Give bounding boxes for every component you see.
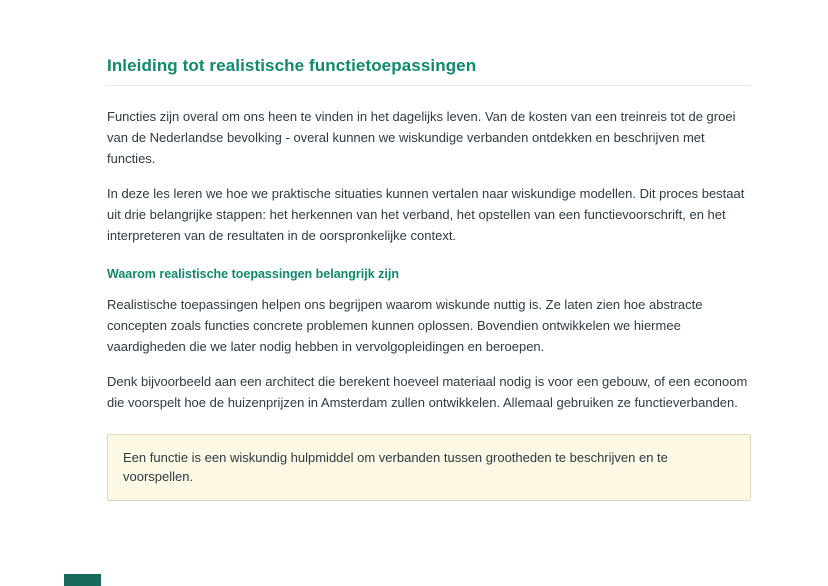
- section-subheading: Waarom realistische toepassingen belangrijk zijn: [107, 267, 399, 282]
- body-paragraph-1: Realistische toepassingen helpen ons begrijpen waarom wiskunde nuttig is. Ze laten zien hoe abstracte concepten zoals functies concrete problemen kunnen oplossen. Bovendien ontwikkelen we hiermee vaardigheden die we later nodig hebben in vervolgopleidingen en beroepen.: [107, 297, 703, 355]
- title-divider: [107, 85, 751, 86]
- lesson-content: [107, 56, 751, 501]
- footer-accent-bar: [64, 574, 101, 586]
- body-paragraph-2: Denk bijvoorbeeld aan een architect die berekent hoeveel materiaal nodig is voor een gebouw, of een econoom die voorspelt hoe de huizenprijzen in Amsterdam zullen ontwikkelen. Allemaal gebruiken ze functieverbanden.: [107, 374, 748, 411]
- definition-callout-text: Een functie is een wiskundig hulpmiddel om verbanden tussen grootheden te beschrijven en te voorspellen.: [123, 449, 668, 485]
- intro-paragraph-2: In deze les leren we hoe we praktische situaties kunnen vertalen naar wiskundige modellen. Dit proces bestaat uit drie belangrijke stappen: het herkennen van het verband, het opstellen van een functievoorschrift, en het interpreteren van de resultaten in de oorspronkelijke context.: [107, 186, 745, 244]
- intro-paragraph-1: Functies zijn overal om ons heen te vinden in het dagelijks leven. Van de kosten van een treinreis tot de groei van de Nederlandse bevolking - overal kunnen we wiskundige verbanden ontdekken en beschrijven met functies.: [107, 109, 736, 167]
- page-title: Inleiding tot realistische functietoepassingen: [107, 56, 477, 75]
- definition-callout: [107, 434, 751, 501]
